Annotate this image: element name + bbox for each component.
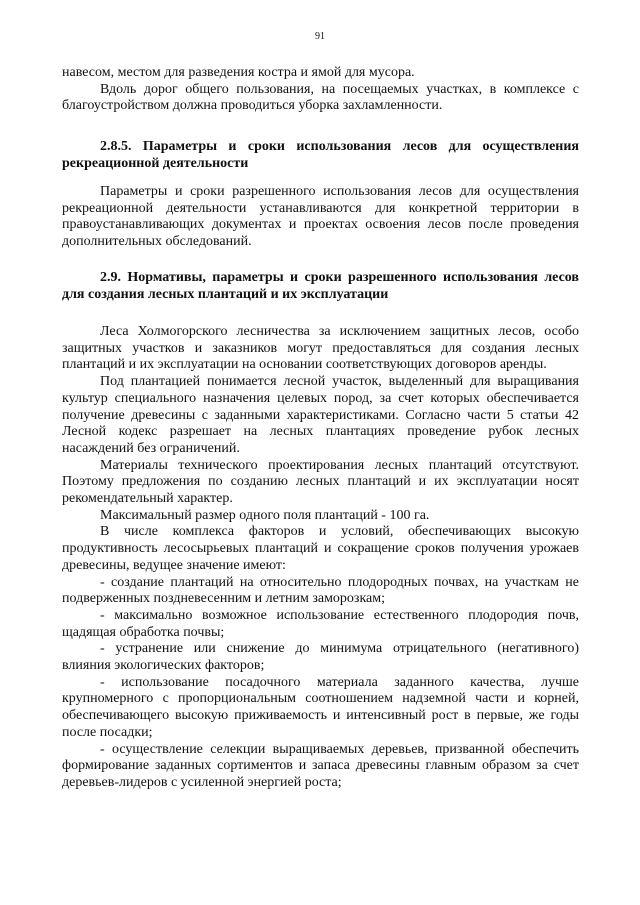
list-item: - создание плантаций на относительно плодородных почвах, на участкам не подверженных поздневесенним и летним заморозкам; bbox=[62, 574, 579, 607]
section-heading-2-8-5: 2.8.5. Параметры и сроки использования лесов для осуществления рекреационной деятельности bbox=[62, 139, 579, 171]
paragraph: Леса Холмогорского лесничества за исключением защитных лесов, особо защитных участков и заказников могут предоставляться для создания лесных плантаций и их эксплуатации на основании соответствующих договоров аренды. bbox=[62, 324, 579, 373]
section-2-8-5-body bbox=[62, 184, 579, 251]
section-2-8-5-paragraph: Параметры и сроки разрешенного использования лесов для осуществления рекреационной деятельности устанавливаются для конкретной территории в правоустанавливающих документах и проектах освоения лесов после проведения дополнительных обследований. bbox=[62, 184, 579, 250]
list-item: - использование посадочного материала заданного качества, лучше крупномерного с пропорциональным соотношением надземной части и корней, обеспечивающего высокую приживаемость и интенсивный рост в первые, же годы после посадки; bbox=[62, 674, 579, 740]
intro-paragraph-1: навесом, местом для разведения костра и ямой для мусора. bbox=[62, 65, 415, 80]
list-item: - осуществление селекции выращиваемых деревьев, призванной обеспечить формирование заданных сортиментов и запаса древесины главным образом за счет деревьев-лидеров с усиленной энергией роста; bbox=[62, 741, 579, 790]
list-item: - максимально возможное использование естественного плодородия почв, щадящая обработка почвы; bbox=[62, 607, 579, 640]
list-item: - устранение или снижение до минимума отрицательного (негативного) влияния экологических факторов; bbox=[62, 641, 579, 674]
section-heading-2-9: 2.9. Нормативы, параметры и сроки разрешенного использования лесов для создания лесных плантаций и их эксплуатации bbox=[62, 270, 579, 302]
paragraph: В числе комплекса факторов и условий, обеспечивающих высокую продуктивность лесосырьевых плантаций и сокращение сроков получения урожаев древесины, ведущее значение имеют: bbox=[62, 524, 579, 573]
page-number: 91 bbox=[315, 31, 325, 42]
paragraph: Материалы технического проектирования лесных плантаций отсутствуют. Поэтому предложения по созданию лесных плантаций и их эксплуатации носят рекомендательный характер. bbox=[62, 457, 579, 507]
paragraph: Под плантацией понимается лесной участок, выделенный для выращивания культур специального назначения целевых пород, за счет которых обеспечивается получение древесины с заданными характеристиками. Согласно части 5 статьи 42 Лесной кодекс разрешает на лесных плантациях проведение рубок лесных насаждений без ограничений. bbox=[62, 374, 579, 456]
section-2-9-body bbox=[62, 324, 579, 792]
intro-paragraph-2: Вдоль дорог общего пользования, на посещаемых участках, в комплексе с благоустройством должна проводиться уборка захламленности. bbox=[62, 81, 579, 114]
intro-text bbox=[62, 65, 579, 115]
paragraph: Максимальный размер одного поля плантаций - 100 га. bbox=[100, 507, 430, 523]
